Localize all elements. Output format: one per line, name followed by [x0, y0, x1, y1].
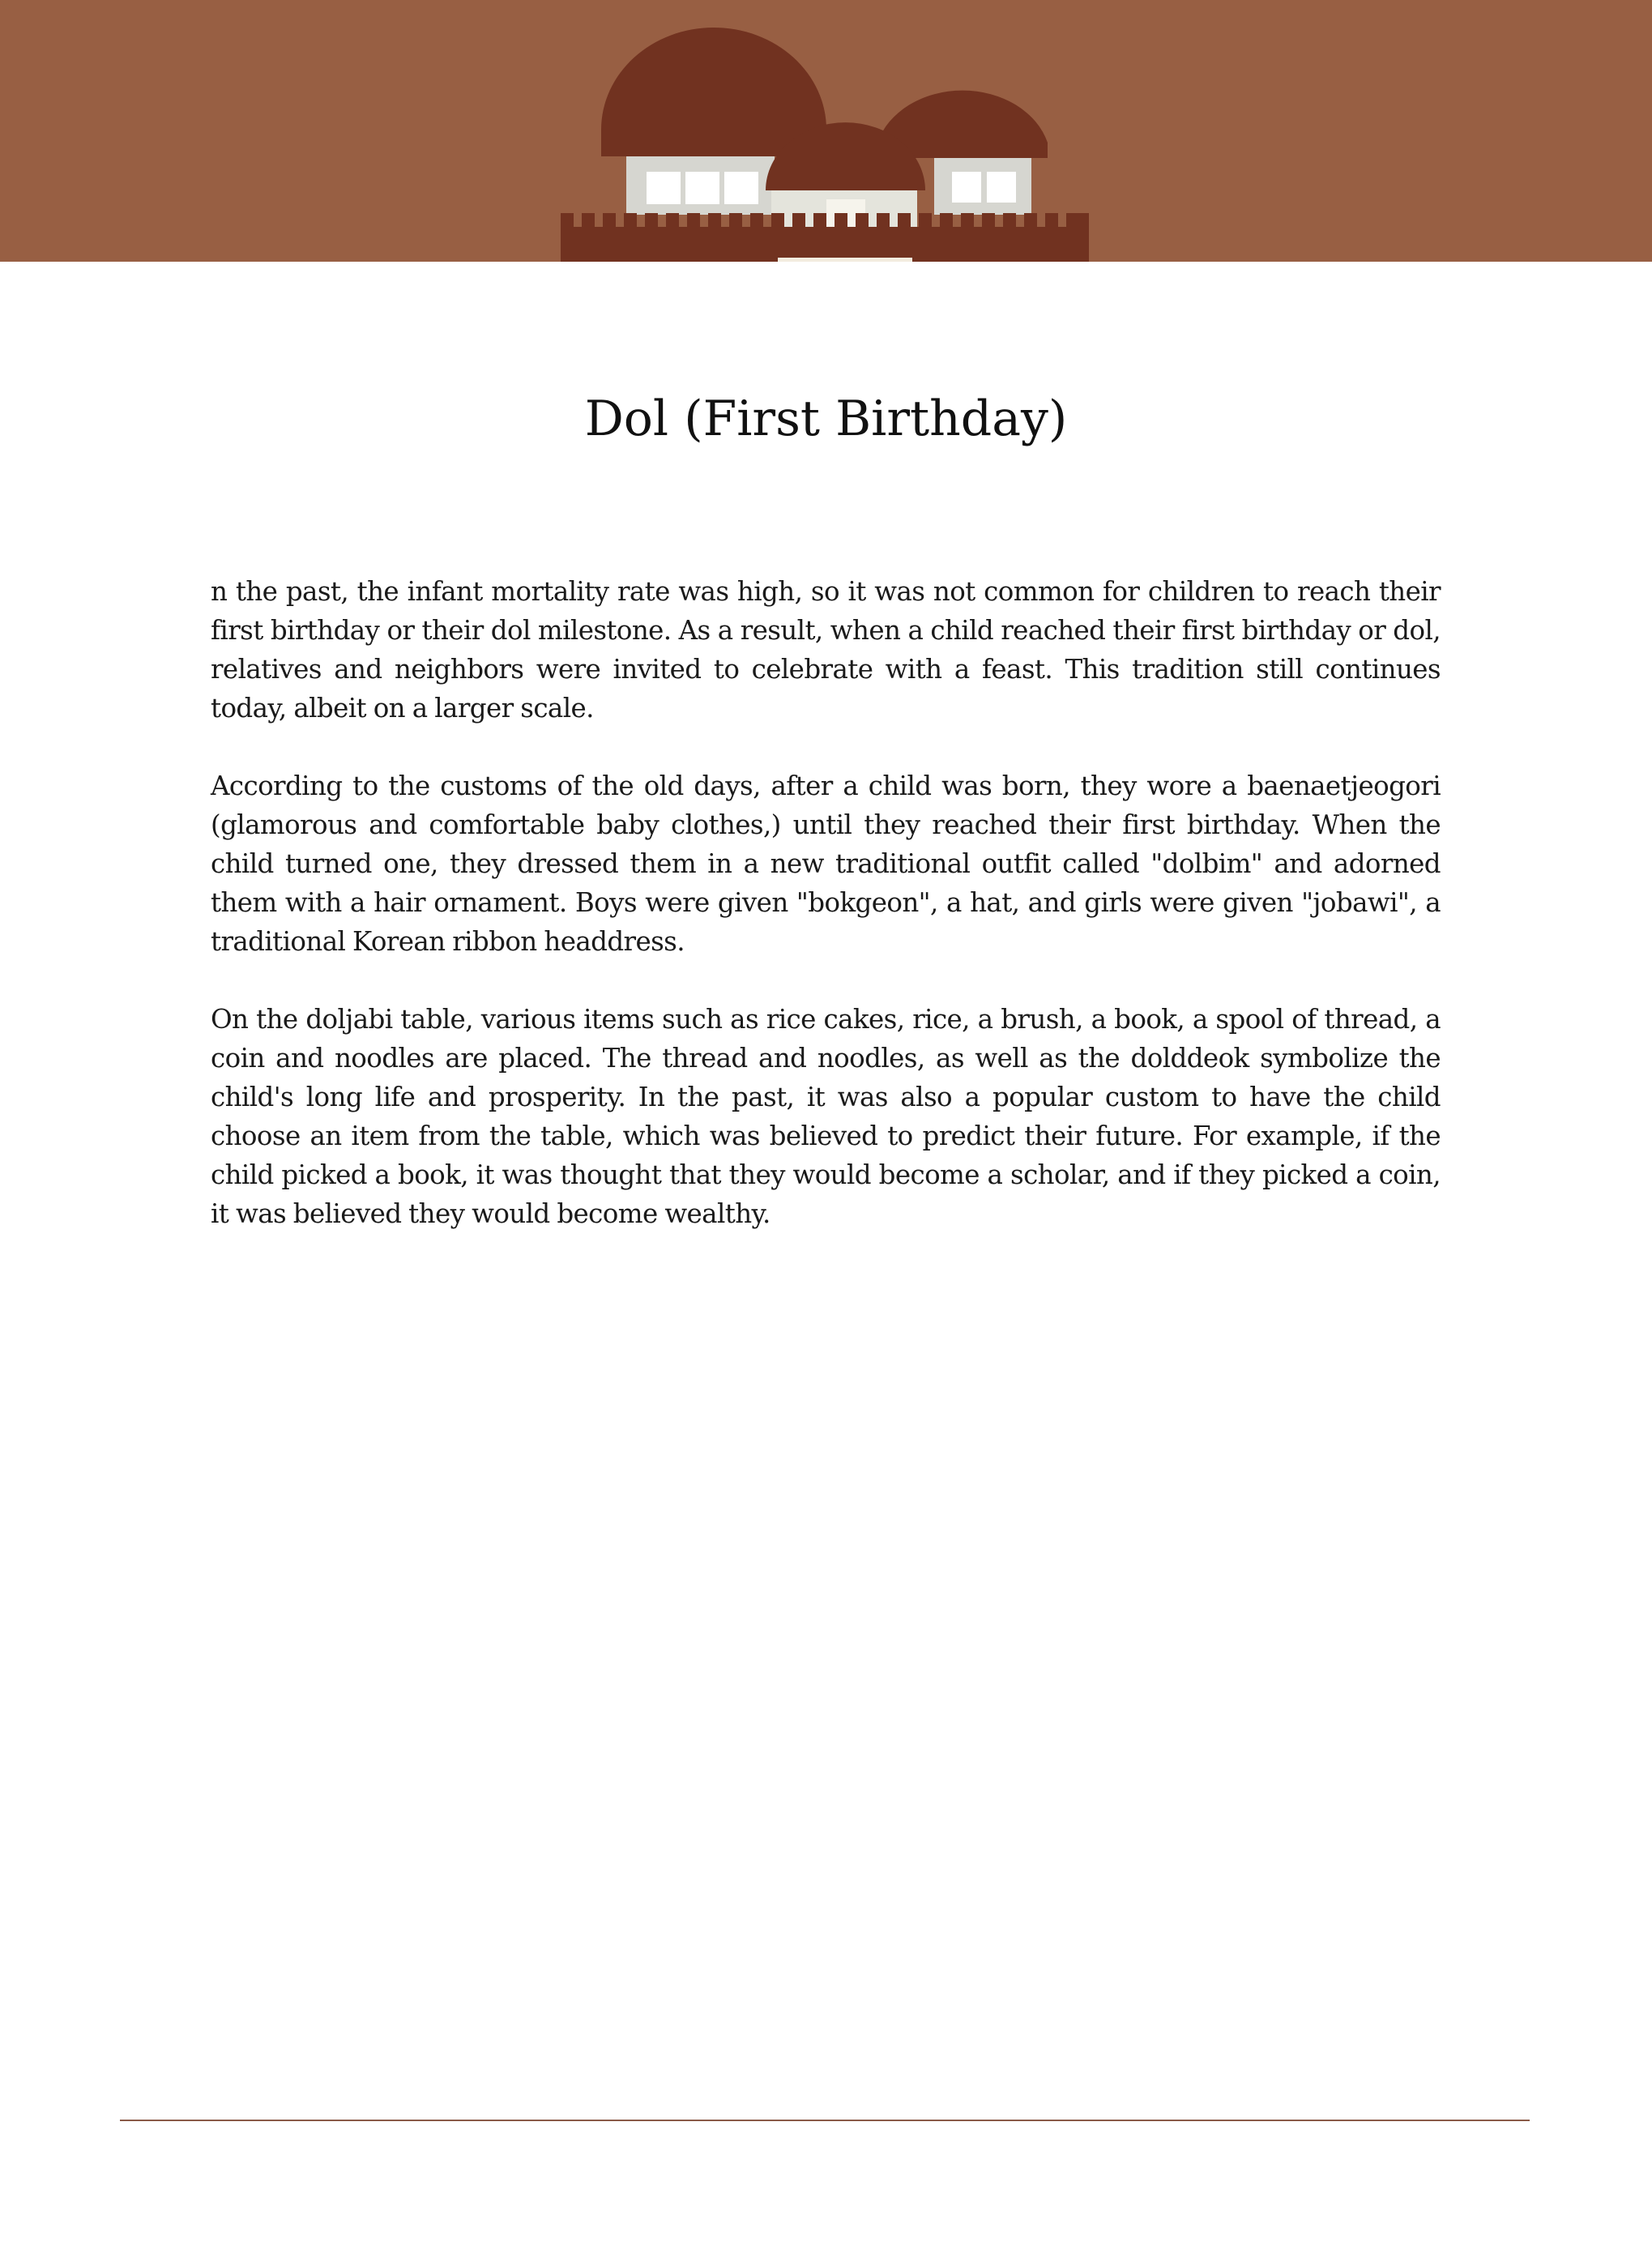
window — [647, 172, 681, 204]
paragraph: According to the customs of the old days, after a child was born, they wore a baenaetjeogori (glamorous and comfortable baby clothes,) until they reached their first birthday. When the child turned one, they dressed them in a new traditional outfit called "dolbim" and adorned them with a hair ornament. Boys were given "bokgeon", a hat, and girls were given "jobawi", a traditional Korean ribbon headdress. — [211, 771, 1441, 957]
wall-crenellations — [561, 213, 1089, 228]
window — [987, 172, 1016, 203]
right-house-wall — [934, 158, 1031, 215]
footer-divider — [120, 2120, 1530, 2121]
window — [952, 172, 981, 203]
article-body — [211, 572, 1441, 1272]
hanok-house-icon — [0, 0, 1652, 262]
window — [724, 172, 758, 204]
page-title: Dol (First Birthday) — [584, 391, 1068, 447]
paragraph: On the doljabi table, various items such as rice cakes, rice, a brush, a book, a spool of thread, a coin and noodles are placed. The thread and noodles, as well as the dolddeok symbolize the child's long life and prosperity. In the past, it was also a popular custom to have the child choose an item from the table, which was believed to predict their future. For example, if the child picked a book, it was thought that they would become a scholar, and if they picked a coin, it was believed they would become wealthy. — [211, 1004, 1441, 1229]
header-banner — [0, 0, 1652, 262]
gate-opening — [778, 258, 912, 262]
left-roof — [601, 28, 826, 156]
window — [685, 172, 719, 204]
paragraph: n the past, the infant mortality rate was high, so it was not common for children to reach their first birthday or their dol milestone. As a result, when a child reached their first birthday or dol, relatives and neighbors were invited to celebrate with a feast. This tradition still continues today, albeit on a larger scale. — [211, 576, 1441, 724]
wall-base — [561, 227, 1089, 262]
